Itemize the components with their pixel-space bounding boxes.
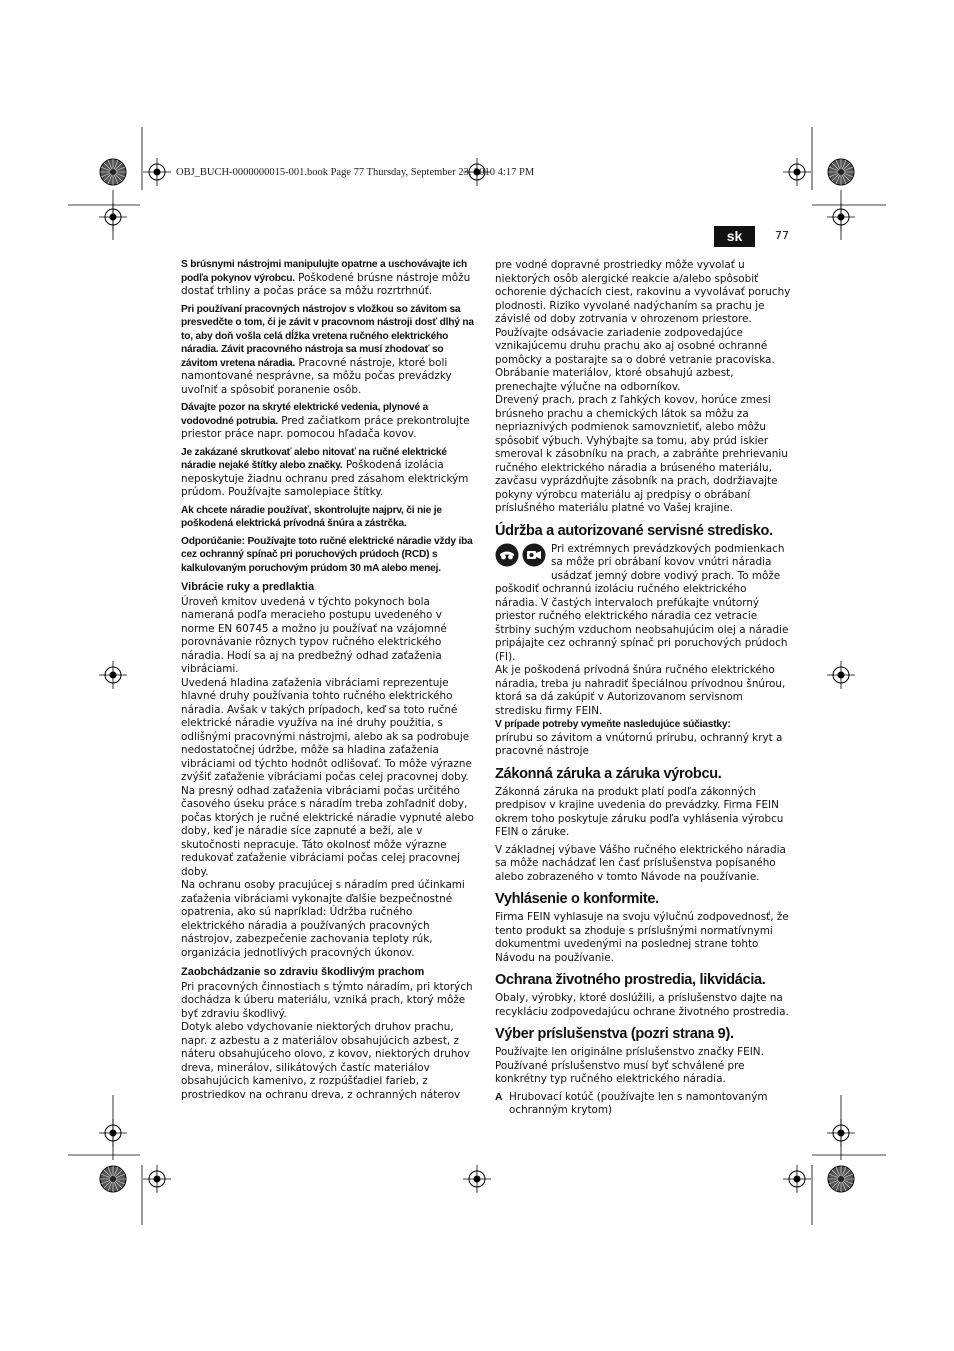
paragraph: Na presný odhad zaťaženia vibráciami počas určitého časového úseku práce s náradím treba zohľadniť doby, počas ktorých je ručné elektrické náradie vypnuté alebo doby, keď je náradie síce zapnuté a beží, ale v skutočnosti nepracuje. Táto okolnosť môže výrazne redukovať zaťaženie vibráciami počas celej pracovnej doby. — [181, 784, 474, 878]
list-letter: A — [495, 1091, 503, 1103]
left-column — [181, 258, 478, 1102]
paragraph: Dotyk alebo vdychovanie niektorých druhov prachu, napr. z azbestu a z materiálov obsahujúcich azbest, z náteru obsahujúceho olovo, z kovov, niektorých druhov dreva, minerálov, silikátových častíc materiálov obsahujúcich kamenivo, z rozpúšťadiel farieb, z prostriedkov na ochranu dreva, z ochranných náterov — [181, 1021, 470, 1101]
paragraph: Ak je poškodená prívodná šnúra ručného elektrického náradia, treba ju nahradiť špeciálnou prívodnou šnúrou, ktorá sa dá zakúpiť v Autorizovanom servisnom stredisku firmy FEIN. — [495, 664, 786, 717]
paragraph: Firma FEIN vyhlasuje na svoju výlučnú zodpovednosť, že tento produkt sa zhoduje s príslušnými normatívnymi dokumentmi uvedenými na poslednej strane tohto Návodu na používanie. — [495, 911, 789, 964]
language-tab: sk — [714, 226, 755, 247]
paragraph: Úroveň kmitov uvedená v týchto pokynoch bola nameraná podľa meracieho postupu uvedeného v norme EN 60745 a možno ju používať na vzájomné porovnávanie rôznych typov ručného elektrického náradia. Hodí sa aj na predbežný odhad zaťaženia vibráciami. — [181, 595, 447, 675]
list-text: Hrubovací kotúč (používajte len s namontovaným ochranným krytom) — [509, 1090, 768, 1116]
body-text: Poškodené brúsne nástroje môžu dostať trhliny a počas práce sa môžu rozrtrhnúť. — [181, 271, 471, 297]
paragraph: Uvedená hladina zaťaženia vibráciami reprezentuje hlavné druhy používania tohto ručného elektrického náradia. Avšak v takých prípadoch, keď sa toto ručné elektrické náradie využíva na iné druhy použitia, s odlišnými pracovnými nástrojmi, alebo ak sa podrobuje nedostatočnej údržbe, môže sa hladina zaťaženia vibráciami od týchto hodnôt odlišovať. To môže výrazne zvýšiť zaťaženie vibráciami počas celej pracovnej doby. — [181, 676, 472, 783]
paragraph: Drevený prach, prach z ľahkých kovov, horúce zmesi brúsneho prachu a chemických látok sa môžu za nepriaznivých podmienok samovznietiť, alebo môžu spôsobiť výbuch. Vyhýbajte sa tomu, aby prúd iskier smeroval k zásobníku na prach, a zabráňte prehrievaniu ručného elektrického náradia a brúseného materiálu, zavčasu vyprázdňujte zásobník na prach, dodržiavajte pokyny výrobcu materiálu aj predpisy o obrábaní príslušného materiálu platné vo Vašej krajine. — [495, 394, 788, 514]
paragraph — [181, 446, 478, 500]
heading-conformity: Vyhlásenie o konformite. — [495, 891, 659, 907]
paragraph: V základnej výbave Vášho ručného elektrického náradia sa môže nachádzať len časť príslušenstva popísaného alebo zobrazeného v tomto Návode na používanie. — [495, 843, 786, 883]
bold-text: Ak chcete náradie používať, skontrolujte najprv, či nie je poškodená elektrická prívodná šnúra a zástrčka. — [181, 504, 442, 529]
paragraph — [495, 718, 791, 759]
paragraph: Obaly, výrobky, ktoré doslúžili, a príslušenstvo dajte na recykláciu zodpovedajúcu ochrane životného prostredia. — [495, 992, 789, 1018]
bold-text: Pri používaní pracovných nástrojov s vložkou so závitom sa presvedčte o tom, či je závit v pracovnom nástroji dosť dlhý na to, aby doň vošla celá dĺžka vretena ručného elektrického náradia. Závit pracovného nástroja sa musí zhodovať so závitom vretena náradia. — [181, 303, 474, 369]
subheading-vibration: Vibrácie ruky a predlaktia — [181, 581, 315, 593]
paragraph: Používajte odsávacie zariadenie zodpovedajúce vznikajúcemu druhu prachu ako aj osobné ochranné pomôcky a postarajte sa o dobré vetranie pracoviska. — [495, 326, 775, 366]
bold-text: Dávajte pozor na skryté elektrické vedenia, plynové a vodovodné potrubia. — [181, 402, 429, 427]
paragraph: Pri pracovných činnostiach s týmto náradím, pri ktorých dochádza k úberu materiálu, vzniká prach, ktorý môže byť zdraviu škodlivý. — [181, 980, 473, 1020]
body-text: Pri extrémnych prevádzkových podmienkach sa môže pri obrábaní kovov vnútri náradia usádzať jemný dobre vodivý prach. To môže poškodiť ochrannú izoláciu ručného elektrického náradia. V častých intervaloch prefúkajte vnútorný priestor ručného elektrického náradia cez vetracie štrbiny suchým vzduchom neobsahujúcim olej a náradie pripájajte cez ochranný spínač pri poruchových prúdoch (FI). — [495, 542, 789, 663]
paragraph: Zákonná záruka na produkt platí podľa zákonných predpisov v krajine uvedenia do prevádzky. Firma FEIN okrem toho poskytuje záruku podľa vyhlásenia výrobcu FEIN o záruke. — [495, 785, 784, 838]
safety-icons — [495, 543, 549, 571]
bold-text: Je zakázané skrutkovať alebo nitovať na ručné elektrické náradie nejaké štítky alebo značky. — [181, 446, 447, 471]
paragraph — [181, 535, 478, 576]
heading-accessories: Výber príslušenstva (pozri strana 9). — [495, 1026, 734, 1042]
body-text: Pracovné nástroje, ktoré boli namontované nesprávne, sa môžu počas prevádzky uvoľniť a spôsobiť poranenie osôb. — [181, 356, 452, 396]
paragraph: pre vodné dopravné prostriedky môže vyvolať u niektorých osôb alergické reakcie a/alebo spôsobiť ochorenie dýchacích ciest, rakovinu a vyvolávať poruchy plodnosti. Riziko vyvolané nadýchaním sa prachu je závislé od doby zotrvania v ohrozenom priestore. — [495, 259, 791, 325]
paragraph: Používajte len originálne príslušenstvo značky FEIN. Používané príslušenstvo musí byť schválené pre konkrétny typ ručného elektrického náradia. — [495, 1046, 764, 1085]
paragraph — [181, 401, 478, 442]
heading-maintenance: Údržba a autorizované servisné stredisko. — [495, 522, 773, 539]
right-column — [495, 259, 791, 1118]
body-text: Pred začiatkom práce prekontrolujte priestor práce napr. pomocou hľadača kovov. — [181, 414, 470, 440]
body-text: prírubu so závitom a vnútornú prírubu, ochranný kryt a pracovné nástroje — [495, 731, 783, 757]
paragraph: Na ochranu osoby pracujúcej s náradím pred účinkami zaťaženia vibráciami vykonajte ďalšie bezpečnostné opatrenia, ako sú napríklad: Údržba ručného elektrického náradia a používaných pracovných nástrojov, zabezpečenie zachovania teploty rúk, organizácia jednotlivých pracovných úkonov. — [181, 879, 465, 959]
body-text: Poškodená izolácia neposkytuje žiadnu ochranu pred zásahom elektrickým prúdom. Používajte samolepiace štítky. — [181, 459, 469, 498]
list-item — [495, 1091, 791, 1118]
eye-protection-icon — [495, 543, 519, 567]
bold-text: S brúsnymi nástrojmi manipulujte opatrne a uschovávajte ich podľa pokynov výrobcu. — [181, 259, 467, 284]
paragraph: Obrábanie materiálov, ktoré obsahujú azbest, prenechajte výlučne na odborníkov. — [495, 367, 734, 393]
paragraph — [181, 303, 478, 398]
subheading-dust: Zaobchádzanie so zdraviu škodlivým prachom — [181, 966, 425, 978]
heading-environment: Ochrana životného prostredia, likvidácia. — [495, 972, 766, 988]
paragraph — [495, 543, 791, 665]
print-file-info: OBJ_BUCH-0000000015-001.book Page 77 Thursday, September 23, 2010 4:17 PM — [176, 167, 535, 178]
page-number: 77 — [775, 229, 789, 242]
paragraph — [181, 258, 478, 299]
bold-text: Odporúčanie: Používajte toto ručné elektrické náradie vždy iba cez ochranný spínač pri poruchových prúdoch (RCD) s kalkulovaným poruchovým prúdom 30 mA alebo menej. — [181, 535, 473, 574]
dust-extraction-icon — [522, 543, 546, 567]
paragraph — [181, 504, 478, 531]
heading-warranty: Zákonná záruka a záruka výrobcu. — [495, 765, 722, 782]
bold-text: V prípade potreby vymeňte nasledujúce súčiastky: — [495, 719, 731, 730]
